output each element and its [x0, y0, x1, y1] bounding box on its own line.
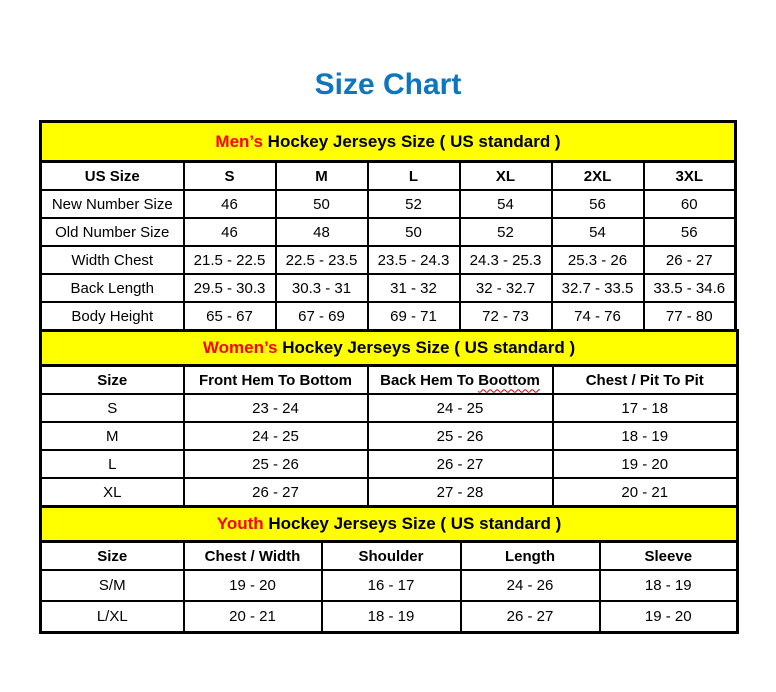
column-header: Front Hem To Bottom: [184, 366, 368, 395]
cell-value: 26 - 27: [461, 601, 600, 633]
cell-value: 26 - 27: [184, 478, 368, 507]
cell-value: 24 - 26: [461, 570, 600, 601]
mens-band-title: [41, 122, 736, 162]
column-header: Size: [41, 366, 184, 395]
cell-value: 33.5 - 34.6: [644, 274, 736, 302]
mens-size-table: [39, 120, 737, 332]
column-header: Chest / Pit To Pit: [553, 366, 738, 395]
row-label: L/XL: [41, 601, 184, 633]
column-header-text: Back Hem To: [380, 371, 479, 389]
cell-value: 54: [552, 218, 644, 246]
mens-header-row: [41, 162, 736, 191]
column-header: L: [368, 162, 460, 191]
cell-value: 26 - 27: [368, 450, 553, 478]
womens-band-title: [41, 331, 738, 366]
cell-value: 19 - 20: [184, 570, 322, 601]
page-title: Size Chart: [314, 68, 462, 101]
cell-value: 54: [460, 190, 552, 218]
cell-value: 60: [644, 190, 736, 218]
row-label: XL: [41, 478, 184, 507]
column-header: S: [184, 162, 276, 191]
row-label: M: [41, 422, 184, 450]
cell-value: 50: [368, 218, 460, 246]
row-label: S: [41, 394, 184, 422]
cell-value: 23.5 - 24.3: [368, 246, 460, 274]
header-area: [0, 0, 776, 120]
cell-value: 22.5 - 23.5: [276, 246, 368, 274]
table-row: [41, 570, 738, 601]
cell-value: 19 - 20: [600, 601, 738, 633]
youth-band-prefix: Youth: [216, 514, 264, 533]
row-label: S/M: [41, 570, 184, 601]
cell-value: 48: [276, 218, 368, 246]
cell-value: 18 - 19: [322, 601, 461, 633]
table-row: [41, 478, 738, 507]
row-label: Width Chest: [41, 246, 184, 274]
column-header: [368, 366, 553, 395]
cell-value: 56: [552, 190, 644, 218]
row-label: Old Number Size: [41, 218, 184, 246]
cell-value: 23 - 24: [184, 394, 368, 422]
cell-value: 69 - 71: [368, 302, 460, 331]
cell-value: 72 - 73: [460, 302, 552, 331]
column-header: 3XL: [644, 162, 736, 191]
mens-band-prefix: Men’s: [215, 131, 263, 151]
row-label: Body Height: [41, 302, 184, 331]
cell-value: 20 - 21: [184, 601, 322, 633]
womens-size-table: [39, 329, 739, 508]
cell-value: 26 - 27: [644, 246, 736, 274]
cell-value: 56: [644, 218, 736, 246]
cell-value: 24 - 25: [368, 394, 553, 422]
cell-value: 52: [460, 218, 552, 246]
cell-value: 25 - 26: [184, 450, 368, 478]
column-header: 2XL: [552, 162, 644, 191]
column-header: US Size: [41, 162, 184, 191]
table-row: [41, 302, 736, 331]
youth-band-row: [41, 507, 738, 542]
table-row: [41, 601, 738, 633]
youth-band-rest: Hockey Jerseys Size ( US standard ): [263, 514, 562, 533]
column-header: XL: [460, 162, 552, 191]
cell-value: 46: [184, 218, 276, 246]
cell-value: 31 - 32: [368, 274, 460, 302]
cell-value: 67 - 69: [276, 302, 368, 331]
row-label: Back Length: [41, 274, 184, 302]
youth-band-title: [41, 507, 738, 542]
cell-value: 29.5 - 30.3: [184, 274, 276, 302]
table-row: [41, 394, 738, 422]
youth-header-row: [41, 542, 738, 571]
womens-band-prefix: Women’s: [202, 338, 278, 357]
cell-value: 65 - 67: [184, 302, 276, 331]
cell-value: 17 - 18: [553, 394, 738, 422]
table-row: [41, 246, 736, 274]
cell-value: 25 - 26: [368, 422, 553, 450]
cell-value: 24.3 - 25.3: [460, 246, 552, 274]
cell-value: 19 - 20: [553, 450, 738, 478]
cell-value: 32 - 32.7: [460, 274, 552, 302]
cell-value: 18 - 19: [553, 422, 738, 450]
table-row: [41, 450, 738, 478]
cell-value: 24 - 25: [184, 422, 368, 450]
cell-value: 52: [368, 190, 460, 218]
cell-value: 30.3 - 31: [276, 274, 368, 302]
table-row: [41, 190, 736, 218]
mens-band-row: [41, 122, 736, 162]
youth-size-table: [39, 505, 739, 634]
table-row: [41, 274, 736, 302]
size-chart-tables: [39, 120, 736, 634]
womens-header-row: [41, 366, 738, 395]
cell-value: 16 - 17: [322, 570, 461, 601]
cell-value: 27 - 28: [368, 478, 553, 507]
womens-band-rest: Hockey Jerseys Size ( US standard ): [277, 338, 576, 357]
cell-value: 21.5 - 22.5: [184, 246, 276, 274]
table-row: [41, 218, 736, 246]
column-header: M: [276, 162, 368, 191]
womens-band-row: [41, 331, 738, 366]
cell-value: 46: [184, 190, 276, 218]
misspelled-word: Boottom: [478, 371, 540, 389]
mens-band-rest: Hockey Jerseys Size ( US standard ): [262, 131, 561, 151]
cell-value: 74 - 76: [552, 302, 644, 331]
cell-value: 25.3 - 26: [552, 246, 644, 274]
column-header: Length: [461, 542, 600, 571]
row-label: New Number Size: [41, 190, 184, 218]
cell-value: 18 - 19: [600, 570, 738, 601]
column-header: Chest / Width: [184, 542, 322, 571]
cell-value: 77 - 80: [644, 302, 736, 331]
row-label: L: [41, 450, 184, 478]
table-row: [41, 422, 738, 450]
column-header: Size: [41, 542, 184, 571]
cell-value: 50: [276, 190, 368, 218]
column-header: Sleeve: [600, 542, 738, 571]
cell-value: 20 - 21: [553, 478, 738, 507]
column-header: Shoulder: [322, 542, 461, 571]
cell-value: 32.7 - 33.5: [552, 274, 644, 302]
